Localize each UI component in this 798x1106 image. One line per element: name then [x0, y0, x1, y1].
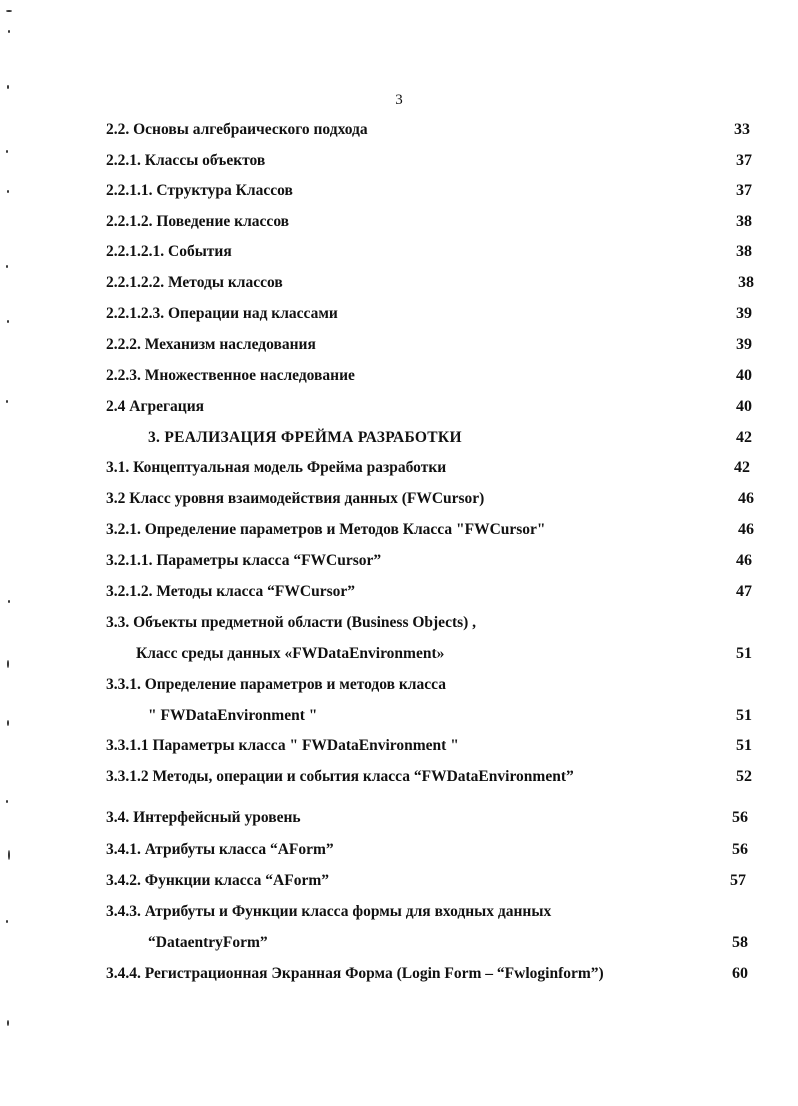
toc-entry-title: 2.2.1. Классы объектов: [106, 152, 266, 169]
toc-entry-page: 38: [736, 213, 752, 230]
toc-entry-title: 3.3.1. Определение параметров и методов класса: [106, 676, 446, 693]
toc-entry-title: 3.1. Концептуальная модель Фрейма разработки: [106, 459, 447, 476]
toc-entry-page: 38: [738, 274, 754, 291]
toc-entry-page: 57: [730, 872, 746, 889]
toc-entry-page: 51: [736, 707, 752, 724]
toc-entry-title: 2.2.2. Механизм наследования: [106, 336, 316, 353]
toc-entry-title: 3.4.1. Атрибуты класса “AForm”: [106, 841, 334, 858]
toc-entry-title: 3.2.1. Определение параметров и Методов Класса "FWCursor": [106, 521, 546, 538]
toc-entry-title: “DataentryForm”: [148, 934, 268, 951]
toc-entry: [0, 456, 798, 480]
toc-entry-title: 2.2.1.2.3. Операции над классами: [106, 305, 338, 322]
toc-entry-title: 3. РЕАЛИЗАЦИЯ ФРЕЙМА РАЗРАБОТКИ: [148, 429, 462, 446]
toc-entry: [0, 302, 798, 326]
toc-entry: [0, 364, 798, 388]
scan-mark: [6, 265, 8, 268]
toc-entry-title: 2.2.1.2.2. Методы классов: [106, 274, 283, 291]
toc-entry: [0, 642, 798, 666]
toc-entry: [0, 179, 798, 203]
page-number: 3: [395, 92, 403, 108]
toc-entry: [0, 806, 798, 830]
toc-entry-page: 38: [736, 243, 752, 260]
toc-entry: [0, 611, 798, 635]
toc-entry-page: 42: [734, 459, 750, 476]
toc-entry-title: 2.2. Основы алгебраического подхода: [106, 121, 368, 138]
toc-chapter-entry: [0, 426, 798, 450]
toc-entry-page: 51: [736, 645, 752, 662]
toc-entry: [0, 487, 798, 511]
toc-entry-page: 39: [736, 336, 752, 353]
toc-entry-title: 2.2.1.2.1. События: [106, 243, 232, 260]
toc-entry-title: 3.4. Интерфейсный уровень: [106, 809, 301, 826]
toc-entry-title: 2.4 Агрегация: [106, 398, 205, 415]
toc-entry-page: 56: [732, 841, 748, 858]
toc-entry-page: 40: [736, 367, 752, 384]
toc-entry-title: 3.3.1.2 Методы, операции и события класса “FWDataEnvironment”: [106, 768, 574, 785]
toc-entry: [0, 838, 798, 862]
toc-entry-title: 3.3.1.1 Параметры класса " FWDataEnvironment ": [106, 737, 459, 754]
toc-entry-page: 33: [734, 121, 750, 138]
toc-entry-title: 3.2.1.2. Методы класса “FWCursor”: [106, 583, 355, 600]
toc-entry: [0, 395, 798, 419]
toc-entry-page: 46: [738, 521, 754, 538]
toc-entry-title: " FWDataEnvironment ": [148, 707, 318, 724]
toc-entry: [0, 118, 798, 142]
toc-entry-title: 3.4.3. Атрибуты и Функции класса формы для входных данных: [106, 903, 552, 920]
scan-mark: [8, 30, 10, 33]
toc-entry-page: 37: [736, 182, 752, 199]
toc-entry: [0, 673, 798, 697]
toc-entry-title: 3.3. Объекты предметной области (Business Objects) ,: [106, 614, 477, 631]
toc-entry-page: 51: [736, 737, 752, 754]
toc-entry-page: 58: [732, 934, 748, 951]
toc-entry-title: 3.4.4. Регистрационная Экранная Форма (Login Form – “Fwloginform”): [106, 965, 604, 982]
toc-entry-title: 3.4.2. Функции класса “AForm”: [106, 872, 329, 889]
toc-entry: [0, 333, 798, 357]
toc-entry: [0, 271, 798, 295]
toc-entry-title: 2.2.1.2. Поведение классов: [106, 213, 290, 230]
scan-mark: [7, 1020, 9, 1026]
toc-entry-title: Класс среды данных «FWDataEnvironment»: [136, 645, 445, 662]
scan-mark: [6, 10, 12, 12]
toc-entry-page: 52: [736, 768, 752, 785]
toc-entry-page: 46: [736, 552, 752, 569]
toc-entry-page: 37: [736, 152, 752, 169]
toc-entry: [0, 869, 798, 893]
toc-entry: [0, 549, 798, 573]
toc-entry: [0, 210, 798, 234]
toc-entry-title: 2.2.3. Множественное наследование: [106, 367, 355, 384]
toc-entry-title: 3.2.1.1. Параметры класса “FWCursor”: [106, 552, 382, 569]
toc-entry-title: 3.2 Класс уровня взаимодействия данных (FWCursor): [106, 490, 485, 507]
toc-entry: [0, 962, 798, 986]
toc-entry-page: 56: [732, 809, 748, 826]
toc-entry-page: 60: [732, 965, 748, 982]
toc-entry: [0, 704, 798, 728]
toc-entry: [0, 900, 798, 924]
toc-entry: [0, 734, 798, 758]
toc-entry: [0, 580, 798, 604]
scan-mark: [7, 85, 9, 89]
toc-entry-page: 39: [736, 305, 752, 322]
toc-entry: [0, 518, 798, 542]
toc-entry: [0, 240, 798, 264]
toc-entry: [0, 765, 798, 789]
toc-entry-page: 42: [736, 429, 752, 446]
toc-entry: [0, 931, 798, 955]
toc-entry-page: 40: [736, 398, 752, 415]
toc-entry-page: 46: [738, 490, 754, 507]
scan-mark: [6, 800, 8, 803]
toc-entry-title: 2.2.1.1. Структура Классов: [106, 182, 293, 199]
toc-entry: [0, 149, 798, 173]
toc-entry-page: 47: [736, 583, 752, 600]
